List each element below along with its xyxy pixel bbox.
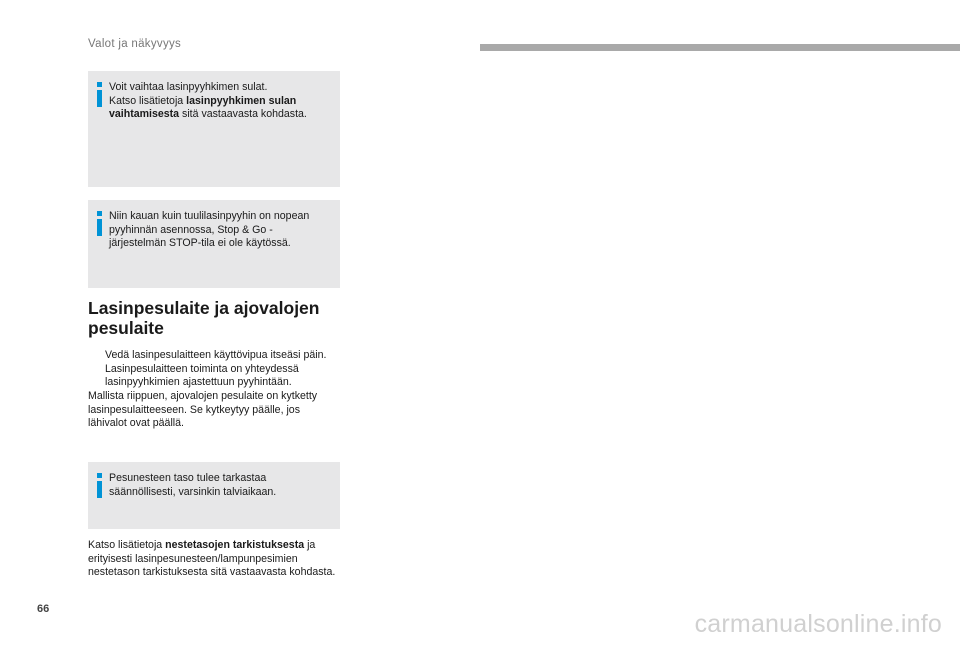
info-icon (96, 211, 104, 236)
info-icon (96, 82, 104, 107)
body-paragraph-reference: Katso lisätietoja nestetasojen tarkistuksesta ja erityisesti lasinpesunesteen/lampunpesimien nestetason tarkistuksesta sitä vastaavasta kohdasta. (88, 539, 336, 579)
info-icon (96, 473, 104, 498)
info-box-stop-go (88, 200, 340, 288)
info-text: Pesunesteen taso tulee tarkastaa säännöllisesti, varsinkin talviaikaan. (109, 472, 277, 498)
info-box-wiper-blades (88, 71, 340, 187)
section-heading: Lasinpesulaite ja ajovalojen pesulaite (88, 298, 320, 338)
bold-link-text: nestetasojen tarkistuksesta (165, 539, 305, 551)
section-title: Valot ja näkyvyys (88, 38, 182, 50)
info-text: Niin kauan kuin tuulilasinpyyhin on nopean pyyhinnän asennossa, Stop & Go -järjestelmän STOP-tila ei ole käytössä. (109, 210, 310, 250)
info-text: Voit vaihtaa lasinpyyhkimen sulat. Katso lisätietoja lasinpyyhkimen sulan vaihtamisesta sitä vastaavasta kohdasta. (109, 81, 307, 121)
body-paragraph: Mallista riippuen, ajovalojen pesulaite on kytketty lasinpesulaitteeseen. Se kytkeytyy päälle, jos lähivalot ovat päällä. (88, 390, 318, 430)
bold-link-text: lasinpyyhkimen sulan vaihtamisesta (109, 94, 297, 121)
watermark: carmanualsonline.info (694, 610, 942, 638)
bullet-text: Vedä lasinpesulaitteen käyttövipua itseäsi päin. Lasinpesulaitteen toiminta on yhteydessä lasinpyyhkimien ajastettuun pyyhintään. (105, 349, 327, 389)
page-number: 66 (37, 603, 50, 615)
header-bar (480, 44, 960, 51)
instruction-bullet (88, 349, 340, 390)
info-box-washer-fluid (88, 462, 340, 529)
